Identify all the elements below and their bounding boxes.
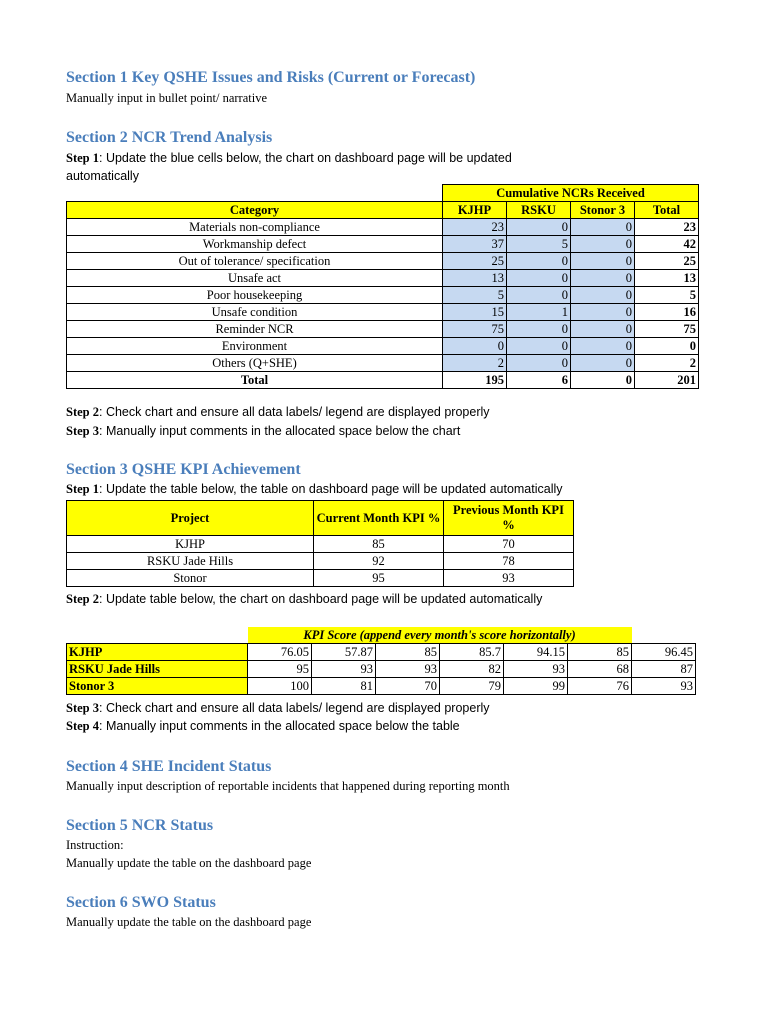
- ncr-value-cell: 25: [635, 253, 699, 270]
- section2-step2: Step 2: Check chart and ensure all data labels/ legend are displayed properly: [66, 405, 490, 419]
- ncr-value-cell[interactable]: 75: [443, 321, 507, 338]
- ncr-value-cell: 5: [635, 287, 699, 304]
- kpi-project-cell: KJHP: [67, 536, 314, 553]
- kpi-score-value-cell[interactable]: 85: [376, 644, 440, 661]
- kpi-score-value-cell[interactable]: 93: [504, 661, 568, 678]
- table-row: [67, 570, 574, 587]
- kpi-score-value-cell[interactable]: 87: [632, 661, 696, 678]
- section3-step1: Step 1: Update the table below, the table on dashboard page will be updated automatically: [66, 482, 563, 496]
- ncr-value-cell[interactable]: 0: [571, 287, 635, 304]
- table-row: [67, 270, 699, 287]
- table-row: [67, 304, 699, 321]
- kpi-value-cell[interactable]: 85: [314, 536, 444, 553]
- ncr-category-cell: Poor housekeeping: [67, 287, 443, 304]
- ncr-category-cell: Reminder NCR: [67, 321, 443, 338]
- kpi-project-cell: RSKU Jade Hills: [67, 553, 314, 570]
- ncr-value-cell[interactable]: 0: [571, 270, 635, 287]
- ncr-total-cell: 201: [635, 372, 699, 389]
- ncr-value-cell[interactable]: 0: [571, 219, 635, 236]
- table-row: [67, 678, 696, 695]
- kpi-score-value-cell[interactable]: 81: [312, 678, 376, 695]
- kpi-value-cell[interactable]: 92: [314, 553, 444, 570]
- kpi-score-table: [66, 627, 696, 695]
- kpi-header-cell: Previous Month KPI %: [444, 501, 574, 536]
- table-row: [67, 661, 696, 678]
- ncr-value-cell: 16: [635, 304, 699, 321]
- section1-heading: Section 1 Key QSHE Issues and Risks (Current or Forecast): [66, 69, 476, 86]
- table-row: [67, 236, 699, 253]
- ncr-value-cell[interactable]: 0: [443, 338, 507, 355]
- kpi-score-value-cell[interactable]: 99: [504, 678, 568, 695]
- section2-step1: Step 1: Update the blue cells below, the chart on dashboard page will be updated: [66, 151, 512, 165]
- ncr-header-cell: RSKU: [507, 202, 571, 219]
- table-row: [67, 355, 699, 372]
- kpi-score-value-cell[interactable]: 79: [440, 678, 504, 695]
- kpi-score-value-cell[interactable]: 95: [248, 661, 312, 678]
- section2-heading: Section 2 NCR Trend Analysis: [66, 129, 273, 146]
- ncr-value-cell: 2: [635, 355, 699, 372]
- section3-step4: Step 4: Manually input comments in the allocated space below the table: [66, 719, 460, 733]
- section3-heading: Section 3 QSHE KPI Achievement: [66, 461, 301, 478]
- ncr-category-cell: Workmanship defect: [67, 236, 443, 253]
- ncr-table: [66, 184, 699, 389]
- ncr-value-cell[interactable]: 0: [507, 287, 571, 304]
- kpi-score-value-cell[interactable]: 96.45: [632, 644, 696, 661]
- ncr-category-cell: Materials non-compliance: [67, 219, 443, 236]
- section4-text: Manually input description of reportable incidents that happened during reporting month: [66, 779, 510, 793]
- ncr-category-cell: Out of tolerance/ specification: [67, 253, 443, 270]
- section5-heading: Section 5 NCR Status: [66, 817, 214, 834]
- table-row: [67, 219, 699, 236]
- section3-step2: Step 2: Update table below, the chart on dashboard page will be updated automatically: [66, 592, 543, 606]
- kpi-score-value-cell[interactable]: 85: [568, 644, 632, 661]
- ncr-header-cell: KJHP: [443, 202, 507, 219]
- kpi-value-cell[interactable]: 78: [444, 553, 574, 570]
- ncr-header-cell: Category: [67, 202, 443, 219]
- kpi-value-cell[interactable]: 95: [314, 570, 444, 587]
- kpi-score-value-cell[interactable]: 76.05: [248, 644, 312, 661]
- ncr-value-cell[interactable]: 0: [507, 355, 571, 372]
- ncr-value-cell[interactable]: 0: [507, 253, 571, 270]
- table-row: [67, 287, 699, 304]
- ncr-value-cell[interactable]: 0: [507, 338, 571, 355]
- section2-step1-cont: automatically: [66, 169, 139, 183]
- kpi-score-project-cell: Stonor 3: [67, 678, 248, 695]
- ncr-value-cell[interactable]: 23: [443, 219, 507, 236]
- ncr-value-cell[interactable]: 1: [507, 304, 571, 321]
- kpi-header-cell: Current Month KPI %: [314, 501, 444, 536]
- ncr-category-cell: Unsafe condition: [67, 304, 443, 321]
- kpi-score-value-cell[interactable]: 68: [568, 661, 632, 678]
- ncr-value-cell: 23: [635, 219, 699, 236]
- table-row: [67, 536, 574, 553]
- kpi-score-project-cell: KJHP: [67, 644, 248, 661]
- section5-line1: Instruction:: [66, 838, 124, 852]
- ncr-value-cell[interactable]: 0: [507, 321, 571, 338]
- kpi-score-value-cell[interactable]: 70: [376, 678, 440, 695]
- kpi-score-value-cell[interactable]: 57.87: [312, 644, 376, 661]
- kpi-project-cell: Stonor: [67, 570, 314, 587]
- kpi-score-value-cell[interactable]: 100: [248, 678, 312, 695]
- ncr-value-cell[interactable]: 2: [443, 355, 507, 372]
- table-row: [67, 338, 699, 355]
- ncr-value-cell[interactable]: 0: [571, 355, 635, 372]
- kpi-score-header: KPI Score (append every month's score horizontally): [248, 627, 632, 644]
- ncr-category-cell: Unsafe act: [67, 270, 443, 287]
- ncr-header-cell: Stonor 3: [571, 202, 635, 219]
- ncr-total-label: Total: [67, 372, 443, 389]
- ncr-value-cell[interactable]: 0: [571, 253, 635, 270]
- section5-line2: Manually update the table on the dashboard page: [66, 856, 312, 870]
- ncr-category-cell: Environment: [67, 338, 443, 355]
- ncr-value-cell[interactable]: 5: [507, 236, 571, 253]
- kpi-score-project-cell: RSKU Jade Hills: [67, 661, 248, 678]
- ncr-value-cell: 42: [635, 236, 699, 253]
- ncr-group-header: Cumulative NCRs Received: [443, 185, 699, 202]
- ncr-category-cell: Others (Q+SHE): [67, 355, 443, 372]
- kpi-header-cell: Project: [67, 501, 314, 536]
- kpi-score-value-cell[interactable]: 76: [568, 678, 632, 695]
- ncr-value-cell: 13: [635, 270, 699, 287]
- ncr-total-cell: 0: [571, 372, 635, 389]
- ncr-total-cell: 6: [507, 372, 571, 389]
- ncr-header-cell: Total: [635, 202, 699, 219]
- kpi-score-value-cell[interactable]: 93: [376, 661, 440, 678]
- ncr-value-cell[interactable]: 0: [571, 338, 635, 355]
- table-row: [67, 644, 696, 661]
- section4-heading: Section 4 SHE Incident Status: [66, 758, 272, 775]
- ncr-value-cell: 75: [635, 321, 699, 338]
- kpi-score-value-cell[interactable]: 93: [632, 678, 696, 695]
- table-row: [67, 321, 699, 338]
- kpi-value-cell[interactable]: 70: [444, 536, 574, 553]
- ncr-value-cell[interactable]: 5: [443, 287, 507, 304]
- section6-text: Manually update the table on the dashboard page: [66, 915, 312, 929]
- ncr-value-cell: 0: [635, 338, 699, 355]
- ncr-value-cell[interactable]: 0: [571, 236, 635, 253]
- kpi-score-value-cell[interactable]: 93: [312, 661, 376, 678]
- table-row: [67, 253, 699, 270]
- kpi-score-value-cell[interactable]: 82: [440, 661, 504, 678]
- ncr-total-row: [67, 372, 699, 389]
- section2-step3: Step 3: Manually input comments in the allocated space below the chart: [66, 424, 461, 438]
- kpi-score-value-cell[interactable]: 85.7: [440, 644, 504, 661]
- section3-step3: Step 3: Check chart and ensure all data labels/ legend are displayed properly: [66, 701, 490, 715]
- table-row: [67, 553, 574, 570]
- ncr-value-cell[interactable]: 15: [443, 304, 507, 321]
- section1-text: Manually input in bullet point/ narrative: [66, 91, 268, 105]
- ncr-value-cell[interactable]: 0: [507, 270, 571, 287]
- ncr-value-cell[interactable]: 25: [443, 253, 507, 270]
- ncr-value-cell[interactable]: 0: [571, 304, 635, 321]
- ncr-value-cell[interactable]: 0: [507, 219, 571, 236]
- ncr-value-cell[interactable]: 0: [571, 321, 635, 338]
- kpi-value-cell[interactable]: 93: [444, 570, 574, 587]
- ncr-value-cell[interactable]: 13: [443, 270, 507, 287]
- ncr-value-cell[interactable]: 37: [443, 236, 507, 253]
- kpi-score-value-cell[interactable]: 94.15: [504, 644, 568, 661]
- kpi-table: [66, 500, 574, 587]
- ncr-total-cell: 195: [443, 372, 507, 389]
- section6-heading: Section 6 SWO Status: [66, 894, 216, 911]
